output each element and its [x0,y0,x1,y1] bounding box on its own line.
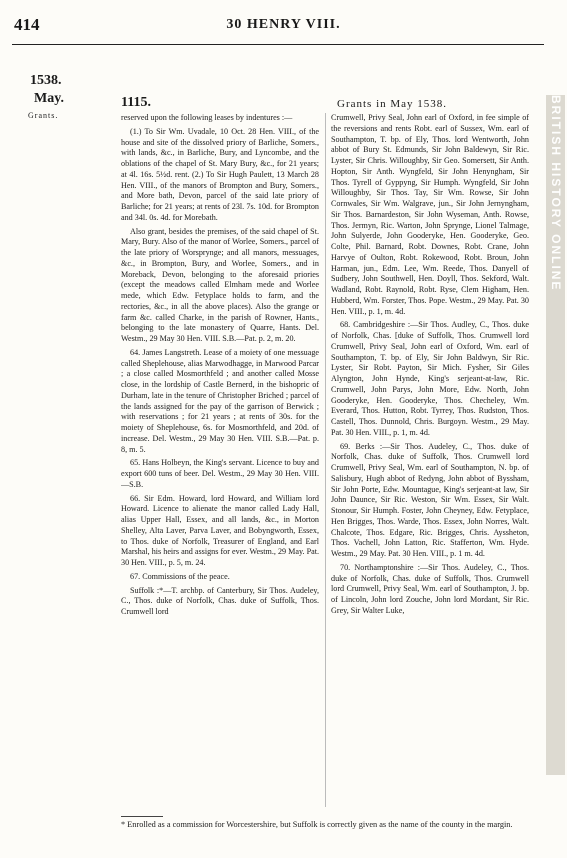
section-title: Grants in May 1538. [337,98,448,110]
paragraph: reserved upon the following leases by indentures :— [121,113,293,122]
column-divider [325,113,326,807]
paragraph: Crumwell, Privy Seal, John earl of Oxford, in fee simple of the reversions and rents Robt. earl of Sussex, Wm. earl of Southampton, T. bp. of Ely, Thos. lord Wentworth, John abbot of Bury St. Edmunds, Sir John Baldewyn, Sir Ric. Lyster, Sir Chris. Willoughby, Sir Geo. Somersett, Sir Anth. Hopton, Sir Anth. Wyngfeld, Sir John Henyngham, Sir Thos. Tyrell of Gyppyng, Sir Humph. Wyngfeld, Sir John Willoughby, Sir Thos. Tay, Sir Wm. Rowse, Sir John Cornwales, Sir Wm. Walgrave, jun., Sir John Jernyngham, Sir Thos. Barnardeston, Sir John Wyseman, Anth. Rowse, Thos. Jermyn, Ric. Warton, John Spryngе, Lionel Talmage, John Sulyerde, John Gooderyke, Hen. Gooderyke, Geo. Colte, Phil. Barnard, Robt. Downes, Robt. Crane, John Harvye of Oulton, Robt. Rokewood, Robt. Broun, John Harman, jun., Edm. Lee, Wm. Reede, Thos. Danyell of Sudbery, John Southwell, Hen. Doyll, Thos. Sekford, Walt. Wadland, Robt. Raynold, Robt. Ryse, Clem Higham, Hen. Hubberd, Wm. Forster, Thos. Pope. Westm., 29 May. Pat. 30 Hen. VIII., p. 1, m. 4d. [331,113,529,316]
paragraph: 67. Commissions of the peace. [130,571,230,581]
page-number: 414 [14,15,40,34]
paragraph: Suffolk :*—T. archbp. of Canterbury, Sir Thos. Audeley, C., Thos. duke of Norfolk, Chas. duke of Suffolk, Thos. Crumwell lord [121,585,319,616]
footnote-rule [121,816,163,817]
margin-month: May. [34,91,64,106]
paragraph: 64. James Langstreth. Lease of a moiety of one messuage called Sheplehouse, alias Marwodhagge, in Marwood Parcar ; a close called Mosmorthfeld ; and another called Mosse close, in the lordship of Castle Bernerd, in the bishopric of Durham, late in the tenure of Christopher Briched ; parcel of the lands assigned for the pay of the garrison of Berwick ; with reservations ; for 21 years ; at rents of 30s. for the moiety of Sheplehouse, 6s. for Mosmorthfeld, and 20d. of increase. Del. Westm., 29 May 30 Hen. VIII. S.B.—Pat. p. 8, m. 5. [121,347,319,454]
footnote: * Enrolled as a commission for Worcestershire, but Suffolk is correctly given as the name of the county in the margin. [121,820,513,829]
margin-subject: Grants. [28,111,59,120]
paragraph: 65. Hans Holbeyn, the King's servant. Licence to buy and export 600 tuns of beer. Del. Westm., 29 May 30 Hen. VIII.—S.B. [121,458,319,489]
paragraph: 70. Northamptonshire :—Sir Thos. Audeley, C., Thos. duke of Norfolk, Chas. duke of Suffolk, Thos. Crumwell lord Crumwell, Privy Seal, Wm. earl of Southampton, J. bp. of Lincoln, John lord Zouche, John lord Mordant, Sir Ric. Grey, Sir Walter Luke, [331,562,529,615]
paragraph: (1.) To Sir Wm. Uvadale, 10 Oct. 28 Hen. VIII., of the house and site of the dissolved priory of Barliche, Somers., with lands, &c., in Barliche, Bury, and Lyncombe, and the oblations of the chapel of St. Mary Bury, &c., for 21 years; at 4l. 16s. 5½d. rent. (2.) To Sir Hugh Paulett, 13 March 28 Hen. VIII., of the manors of Brompton and Bury, Somers., and More bath, Devon, parcel of the said late priory of Barliche; for 21 years; at rents of 23l. 7s. 10d. for Brompton and 34l. 0s. 4d. for Morebath. [121,126,319,222]
paragraph: Also grant, besides the premises, of the said chapel of St. Mary, Bury. Also of the manor of Worlee, Somers., parcel of the late priory of Worsprynge; and all manors, messuages, &c., in Brompton, Bury, and Worlee, Somers., and in Moreback, Devon, belonging to the aforesaid priories (except the meadows called Elmham mede and Worlee mede, which Edw. Fetyplace holds to farm, and the rectories, &c., in all the above places). Also the grange or farm &c. called Charke, in the parish of Rowner, Hants., belonging to the late monastery of Quarre, Hants. Del. Westm., 29 May 30 Hen. VIII. S.B.—Pat. p. 2, m. 20. [121,226,319,343]
entry-number: 1115. [121,95,151,110]
watermark [546,95,565,775]
margin-year: 1538. [30,73,62,88]
left-column [121,113,319,810]
right-column [331,113,529,810]
header-rule [12,44,544,45]
watermark-text: BRITISH HISTORY ONLINE [549,95,563,292]
paragraph: 69. Berks :—Sir Thos. Audeley, C., Thos. duke of Norfolk, Chas. duke of Suffolk, Thos. Crumwell lord Crumwell, Privy Seal, Wm. earl of Southampton, N. bp. of Salisbury, Hugh abbot of Redyng, John abbot of Byssham, Sir John Porte, Edw. Mountague, King's serjeant-at law, Sir John Daunce, Sir Ric. Weston, Sir Wm. Essex, Sir Walt. Stonour, Sir Humph. Foster, John Cheyney, Edw. Fetyplace, Hen Brigges, Thos. Warde, Thos. Essex, John Norres, Walt. Chalcote, Thos. Edgare, Ric. Brigges, Chris. Ayssheton, Thos. Vachell, John Latton, Ric. Stafferton, Wm. Hyde. Westm., 29 May. Pat. 30 Hen. VIII., p. 1 m. 4d. [331,441,529,558]
running-head: 30 HENRY VIII. [226,17,341,32]
paragraph: 66. Sir Edm. Howard, lord Howard, and William lord Howard. Licence to alienate the manor called Lady Hall, alias Upper Hall, Essex, and all lands, &c., in Morton Shelley, Alta Laver, Parva Laver, and Bobyngworth, Essex, to Thos. duke of Norfolk, Treasurer of England, and Earl Marshal, his heirs and assigns for ever. Westm., 29 May. Pat. 30 Hen. VIII., p. 5, m. 24. [121,493,319,567]
paragraph: 68. Cambridgeshire :—Sir Thos. Audley, C., Thos. duke of Norfolk, Chas. [duke of Suffolk, Thos. Crumwell lord Crumwell, Privy Seal, John earl of Oxford, Wm. earl of Southampton, T. bp. of Ely, Sir John Baldwyn, Sir Ric. Lyster, Sir Robt. Payton, Sir Mich. Fysher, Sir Giles Alyngton, John Hynde, King's serjeant-at-law, Ric. Crumwell, John Parys, John More, Edw. North, John Gooderyke, Hen. Gooderyke, Thos. Checheley, Wm. Everard, Thos. Hutton, Robt. Tyrrey, Thos. Rudston, Thos. Castell, Thos. Dunnold, Chris. Burgoyn. Westm., 29 May. Pat. 30 Hen. VIII., p. 1, m. 4d. [331,320,529,437]
